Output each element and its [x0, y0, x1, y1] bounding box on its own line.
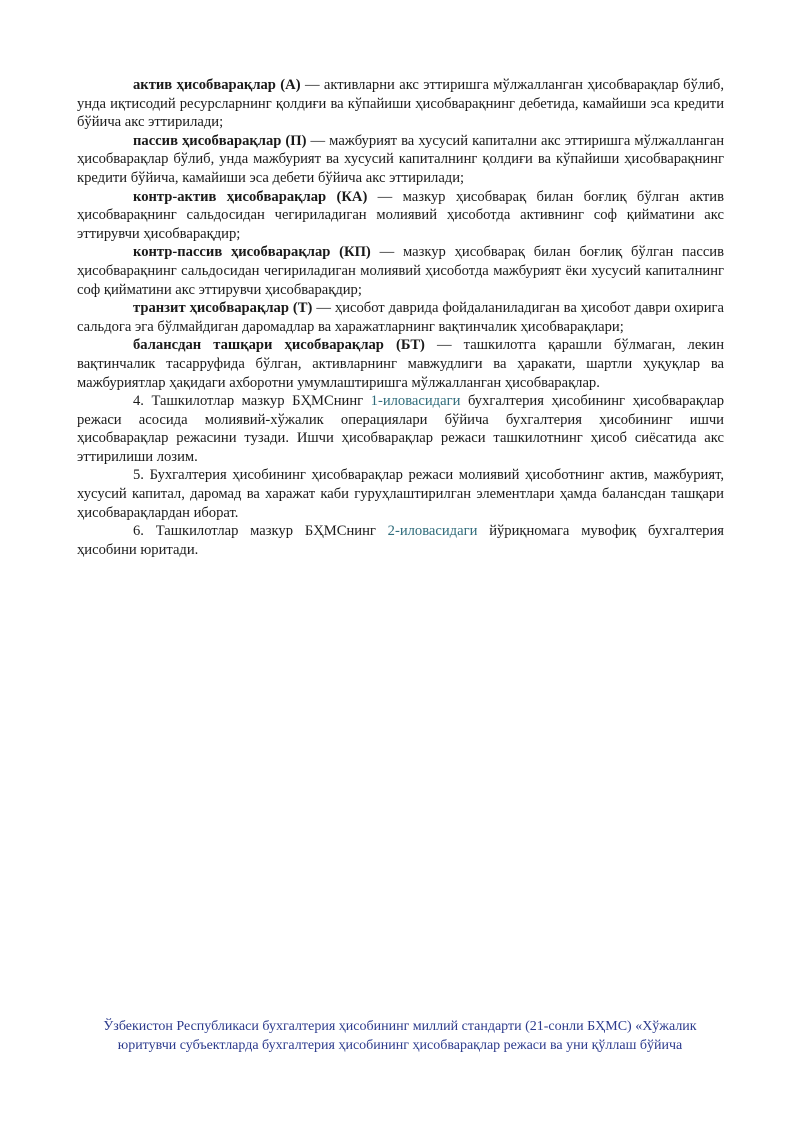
- term-passive-accounts: пассив ҳисобварақлар (П): [133, 132, 307, 149]
- paragraph-text: бухгалтерия ҳисобининг ҳисобварақлар режаси асосида молиявий-хўжалик операциялари бўйича бухгалтерия ҳисобининг ишчи ҳисобварақлар режасини тузади. Ишчи ҳисобварақлар режаси ташкилотнинг ҳисоб сиёсатида акс эттирилиши лозим.: [77, 393, 724, 465]
- definition-paragraph: [77, 188, 724, 244]
- definition-text: — активларни акс эттиришга мўлжалланган ҳисобварақлар бўлиб, унда иқтисодий ресурсларнинг қолдиғи ва кўпайиши ҳисобварақнинг дебетида, камайиши эса кредити бўйича акс эттирилади;: [77, 77, 724, 131]
- definition-text: — ташкилотга қарашли бўлмаган, лекин вақтинчалик тасарруфида бўлган, активларнинг мавжудлиги ва ҳаракати, шартли ҳуқуқлар ва мажбуриятлар ҳақидаги ахборотни умумлаштиришга мўлжалланган ҳисобварақлар.: [77, 337, 725, 391]
- definition-paragraph: [77, 132, 724, 188]
- term-contra-active-accounts: контр-актив ҳисобварақлар (КА): [133, 188, 368, 205]
- appendix-2-link[interactable]: 2-иловасидаги: [387, 523, 478, 540]
- definition-paragraph: [77, 299, 724, 336]
- definition-text: — ҳисобот даврида фойдаланиладиган ва ҳисобот даври охирига сальдога эга бўлмайдиган даромадлар ва харажатларнинг вақтинчалик ҳисобварақлари;: [77, 300, 724, 335]
- term-off-balance-accounts: балансдан ташқари ҳисобварақлар (БТ): [133, 337, 425, 354]
- paragraph-text: 5. Бухгалтерия ҳисобининг ҳисобварақлар режаси молиявий ҳисоботнинг актив, мажбурият, хусусий капитал, даромад ва харажат каби гуруҳлаштирилган элементлари ҳамда балансдан ташқари ҳисобварақлардан иборат.: [77, 467, 724, 521]
- numbered-paragraph-4: [77, 392, 724, 466]
- definition-paragraph: [77, 336, 724, 392]
- paragraph-text: 4. Ташкилотлар мазкур БҲМСнинг: [133, 393, 371, 410]
- page-footer: [60, 1017, 740, 1055]
- definition-text: — мазкур ҳисобварақ билан боғлиқ бўлган пассив ҳисобварақнинг сальдосидан чегириладиган молиявий ҳисоботда мажбурият ёки хусусий капиталнинг соф қийматини акс эттирувчи ҳисобварақдир;: [77, 244, 724, 298]
- paragraph-text: 6. Ташкилотлар мазкур БҲМСнинг: [133, 523, 388, 540]
- numbered-paragraph-6: [77, 522, 724, 559]
- term-active-accounts: актив ҳисобварақлар (А): [133, 77, 301, 93]
- document-body: [77, 76, 724, 559]
- paragraph-text: йўриқномага мувофиқ бухгалтерия ҳисобини юритади.: [77, 523, 724, 558]
- definition-paragraph: [77, 243, 724, 299]
- appendix-1-link[interactable]: 1-иловасидаги: [370, 393, 461, 410]
- term-contra-passive-accounts: контр-пассив ҳисобварақлар (КП): [133, 244, 371, 261]
- term-transit-accounts: транзит ҳисобварақлар (Т): [133, 300, 313, 317]
- numbered-paragraph-5: [77, 466, 724, 522]
- definition-text: — мазкур ҳисобварақ билан боғлиқ бўлган актив ҳисобварақнинг сальдосидан чегириладиган молиявий ҳисоботда активнинг соф қийматини акс эттирувчи ҳисобварақдир;: [77, 188, 724, 242]
- footer-line: Ўзбекистон Республикаси бухгалтерия ҳисобининг миллий стандарти (21-сонли БҲМС) «Хўжалик: [103, 1019, 697, 1034]
- footer-line: юритувчи субъектларда бухгалтерия ҳисобининг ҳисобварақлар режаси ва уни қўллаш бўйича: [117, 1038, 683, 1053]
- definition-text: — мажбурият ва хусусий капитални акс эттиришга мўлжалланган ҳисобварақлар бўлиб, унда мажбурият ва хусусий капиталнинг қолдиғи ва кўпайиши ҳисобварақнинг кредити бўйича, камайиши эса дебети бўйича акс эттирилади;: [77, 132, 724, 186]
- definition-paragraph: [77, 76, 724, 132]
